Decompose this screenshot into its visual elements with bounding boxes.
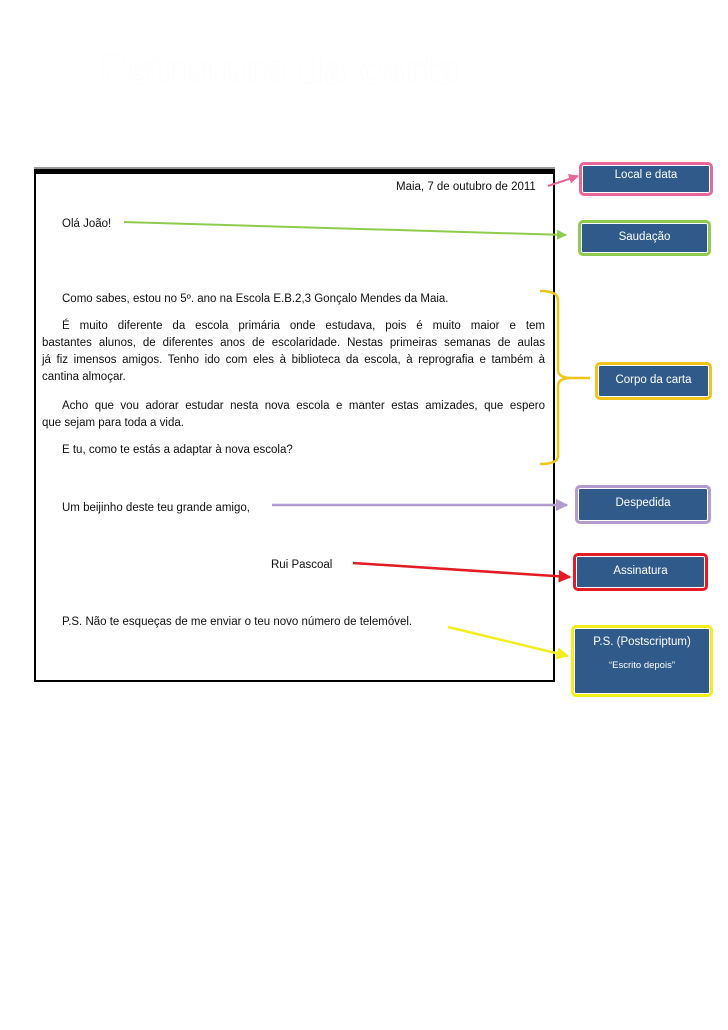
letter-body-p4: E tu, como te estás a adaptar à nova escola? [62,444,293,456]
label-place-date [579,162,713,196]
arrow-greeting [124,222,566,235]
label-ps-title: P.S. (Postscriptum) [593,636,691,648]
label-farewell-text: Despedida [615,497,671,509]
page-title: Estrutura da carta [100,48,461,92]
arrow-ps [448,627,568,656]
letter-body-p3-line1: Acho que vou adorar estudar nesta nova escola e manter estas amizades, que espero [62,400,545,412]
letter-body-p2-line4: cantina almoçar. [42,371,126,383]
letter-body-p1: Como sabes, estou no 5º. ano na Escola E.B.2,3 Gonçalo Mendes da Maia. [62,293,449,305]
label-signature-text: Assinatura [613,565,668,577]
label-greeting-text: Saudação [618,231,671,243]
label-body [595,362,712,400]
letter-body-p3-line2: que sejam para toda a vida. [42,417,184,429]
label-greeting [578,220,711,256]
label-ps [571,625,713,697]
letter-ps: P.S. Não te esqueças de me enviar o teu novo número de telemóvel. [62,616,413,628]
label-signature [573,553,708,591]
letter-body-p2-line1: É muito diferente da escola primária onde estudava, pois é muito maior e tem [62,320,545,332]
label-ps-subtitle: “Escrito depois” [609,660,675,671]
letter-greeting: Olá João! [62,218,112,230]
label-body-text: Corpo da carta [615,374,692,386]
letter-signature: Rui Pascoal [271,559,333,571]
label-farewell [575,485,711,524]
label-place-date-text: Local e data [614,169,678,181]
letter-body-p2-line2: bastantes alunos, de diferentes anos de escolaridade. Nestas primeiras semanas de aulas [42,337,545,349]
brace-body [540,291,572,464]
letter-body-p2-line3: já fiz imensos amigos. Tenho ido com eles à biblioteca da escola, à reprografia e também à [42,354,545,366]
letter-farewell: Um beijinho deste teu grande amigo, [62,502,250,514]
arrow-place-date [548,176,578,186]
letter-place-date: Maia, 7 de outubro de 2011 [396,181,536,193]
arrow-signature [353,563,570,577]
